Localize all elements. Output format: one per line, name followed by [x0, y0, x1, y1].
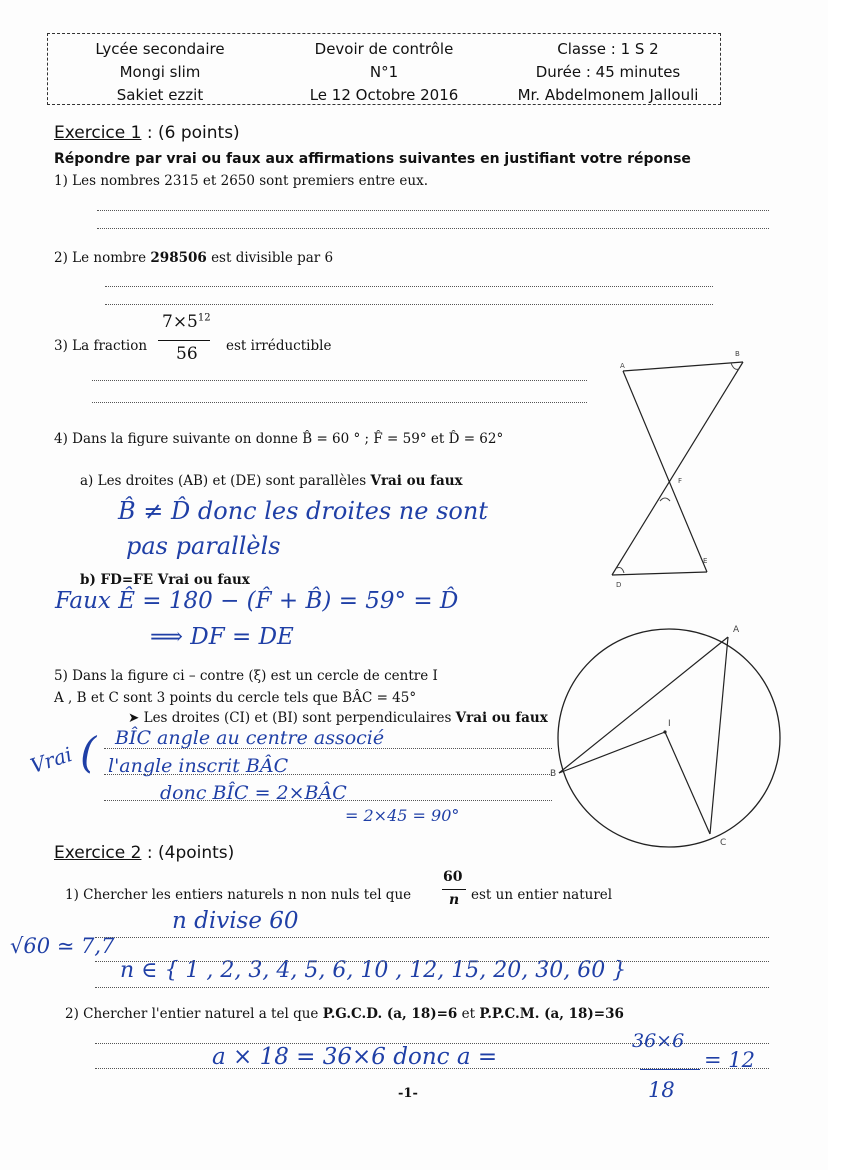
school-name: Lycée secondaire — [95, 40, 225, 58]
fraction-bar — [442, 889, 466, 890]
q4b-text: b) FD=FE — [80, 572, 158, 588]
handwritten-answer: pas parallèls — [126, 532, 281, 560]
exam-number: N°1 — [369, 63, 399, 81]
point-F: F — [678, 477, 683, 485]
handwritten-answer: n divise 60 — [172, 908, 299, 934]
ex1-q1: 1) Les nombres 2315 et 2650 sont premiers entre eux. — [54, 173, 429, 189]
answer-line — [95, 987, 769, 988]
handwritten-answer: ⟹ DF = DE — [150, 624, 294, 650]
ppcm-condition: P.P.C.M. (a, 18)=36 — [479, 1006, 624, 1022]
header-class — [496, 38, 720, 107]
q4a-vrai-faux: Vrai ou faux — [370, 473, 463, 489]
ex2-title: Exercice 2 — [54, 843, 142, 863]
q2-text-end: est divisible par 6 — [206, 250, 334, 266]
ex1-q4a — [80, 473, 463, 489]
q4a-text: a) Les droites (AB) et (DE) sont parallèles — [80, 473, 371, 489]
ex1-q5-line2: A , B et C sont 3 points du cercle tels que BÂC = 45° — [54, 690, 417, 706]
ex2-q2 — [65, 1006, 624, 1022]
handwritten-answer: BÎC angle au centre associé — [115, 727, 385, 749]
answer-line — [97, 228, 769, 229]
answer-line — [104, 748, 552, 749]
ex2-q1-end: est un entier naturel — [471, 887, 613, 903]
point-A: A — [733, 625, 740, 635]
fraction-bar — [158, 340, 210, 341]
fraction-numerator — [162, 312, 211, 332]
num-exponent: 12 — [197, 312, 211, 324]
answer-line — [104, 800, 552, 801]
answer-line — [104, 774, 552, 775]
ex2-q1: 1) Chercher les entiers naturels n non nuls tel que — [65, 887, 412, 903]
handwritten-result: = 12 — [704, 1048, 755, 1072]
header-school — [48, 38, 272, 107]
handwritten-answer: √60 ≃ 7,7 — [10, 934, 115, 958]
ex1-q4b — [80, 572, 250, 588]
ex1-q4: 4) Dans la figure suivante on donne B̂ = 60 ° ; F̂ = 59° et D̂ = 62° — [54, 431, 504, 447]
handwritten-answer: = 2×45 = 90° — [345, 806, 460, 825]
point-D: D — [616, 581, 622, 589]
answer-line — [92, 380, 587, 381]
num-text: 7×5 — [162, 312, 198, 332]
q5-text: ➤ Les droites (CI) et (BI) sont perpendiculaires — [128, 710, 456, 726]
ex1-q3-label: 3) La fraction — [54, 338, 148, 354]
q4b-vrai-faux: Vrai ou faux — [157, 572, 250, 588]
handwritten-answer: Vrai — [27, 742, 76, 778]
point-A: A — [620, 362, 625, 370]
ex1-heading — [54, 123, 240, 143]
school-name-2: Mongi slim — [119, 63, 201, 81]
page-number: -1- — [398, 1086, 418, 1101]
ex1-title: Exercice 1 — [54, 123, 142, 143]
handwritten-answer: a × 18 = 36×6 donc a = — [212, 1044, 498, 1070]
ex1-instruction: Répondre par vrai ou faux aux affirmations suivantes en justifiant votre réponse — [54, 151, 691, 167]
point-C: C — [720, 838, 727, 848]
ex2-heading — [54, 843, 234, 863]
header-box — [47, 33, 721, 105]
ex1-q3-end: est irréductible — [226, 338, 332, 354]
school-city: Sakiet ezzit — [116, 86, 204, 104]
point-I: I — [668, 719, 671, 729]
ex2-points: : (4points) — [146, 843, 235, 863]
class-name: Classe : 1 S 2 — [557, 40, 659, 58]
answer-line — [105, 286, 713, 287]
handwritten-answer: n ∈ { 1 , 2, 3, 4, 5, 6, 10 , 12, 15, 20, 30, 60 } — [120, 958, 627, 983]
handwritten-answer: l'angle inscrit BÂC — [108, 755, 289, 777]
handwritten-answer: donc BÎC = 2×BÂC — [160, 782, 347, 804]
handwritten-fraction-bar — [640, 1069, 700, 1070]
handwritten-bracket: ( — [80, 728, 97, 777]
fraction-denominator: 56 — [176, 344, 198, 364]
ex1-points: : (6 points) — [146, 123, 240, 143]
fraction-denominator: n — [449, 892, 460, 908]
q2-text: 2) Le nombre — [54, 250, 151, 266]
q2-and: et — [457, 1006, 480, 1022]
fraction-numerator: 60 — [443, 869, 463, 885]
answer-line — [92, 402, 587, 403]
teacher-name: Mr. Abdelmonem Jallouli — [517, 86, 699, 104]
point-B: B — [550, 769, 557, 779]
q2-number: 298506 — [150, 250, 207, 266]
ex1-q5-line1: 5) Dans la figure ci – contre (ξ) est un cercle de centre I — [54, 668, 438, 684]
header-exam — [272, 38, 496, 107]
ex1-q5-bullet — [128, 710, 548, 726]
handwritten-fraction-num: 36×6 — [632, 1030, 685, 1052]
exam-title: Devoir de contrôle — [314, 40, 454, 58]
answer-line — [97, 210, 769, 211]
figure-circle — [540, 610, 800, 860]
exam-date: Le 12 Octobre 2016 — [309, 86, 459, 104]
answer-line — [95, 937, 769, 938]
point-E: E — [703, 557, 708, 565]
handwritten-answer: Faux Ê = 180 − (F̂ + B̂) = 59° = D̂ — [55, 588, 459, 614]
q5-vrai-faux: Vrai ou faux — [455, 710, 548, 726]
ex1-q2 — [54, 250, 333, 266]
point-B: B — [735, 350, 740, 358]
figure-triangles — [590, 340, 770, 600]
handwritten-answer: B̂ ≠ D̂ donc les droites ne sont — [118, 497, 488, 525]
pgcd-condition: P.G.C.D. (a, 18)=6 — [322, 1006, 458, 1022]
q2-text: 2) Chercher l'entier naturel a tel que — [65, 1006, 323, 1022]
handwritten-fraction-den: 18 — [648, 1078, 675, 1102]
answer-line — [105, 304, 713, 305]
duration: Durée : 45 minutes — [535, 63, 681, 81]
answer-line — [95, 961, 769, 962]
